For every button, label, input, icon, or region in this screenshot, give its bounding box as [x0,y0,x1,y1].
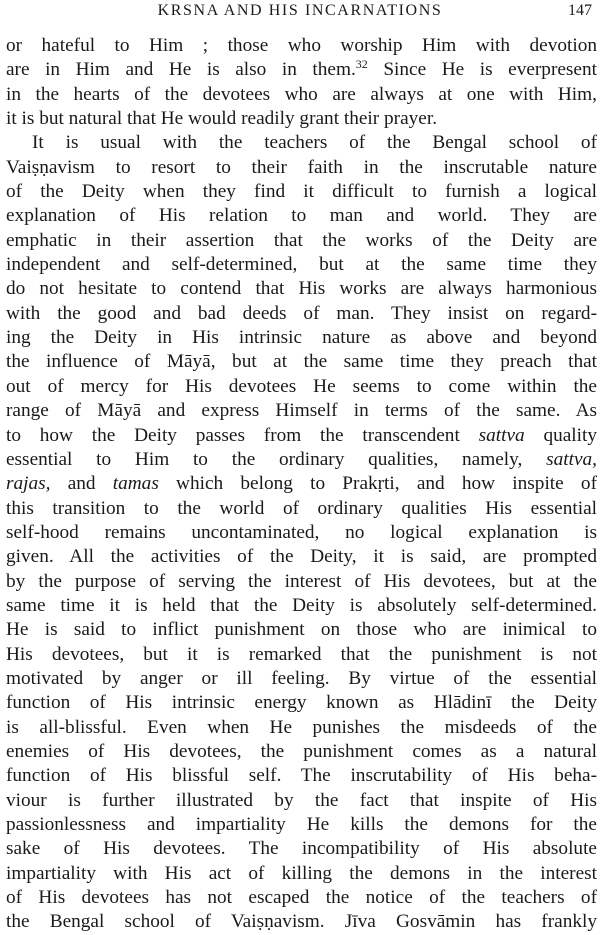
text-line: sake of His devotees. The incompatibility of His absolute [6,838,597,860]
text-line: His devotees, but it is remarked that the punishment is not [6,643,597,665]
italic-term: tamas [112,473,159,495]
text-segment: are in Him and He is also in them. [6,59,356,81]
text-line [6,472,597,496]
text-line: range of Māyā and express Himself in terms of the same. As [6,400,597,422]
text-line: explanation of His relation to man and world. They are [6,205,597,227]
text-line: enemies of His devotees, the punishment comes as a natural [6,740,597,762]
text-segment: essential to Him to the ordinary qualities, namely, [6,448,547,470]
page-number: 147 [568,2,592,19]
text-line: independent and self-determined, but at the same time they [6,254,597,276]
text-line: It is usual with the teachers of the Bengal school of [32,132,597,154]
text-line: motivated by anger or ill feeling. By virtue of the essential [6,667,597,689]
text-line: of His devotees has not escaped the notice of the teachers of [6,887,597,909]
text-line: do not hesitate to contend that His works are always harmonious [6,278,597,300]
body-text [6,34,597,935]
text-segment: which belong to Prakṛti, and how inspite of [158,473,597,495]
text-line: viour is further illustrated by the fact that inspite of His [6,789,597,811]
text-line: function of His intrinsic energy known as Hlādinī the Deity [6,692,597,714]
text-line: the influence of Māyā, but at the same time they preach that [6,351,597,373]
italic-term: sattva, [546,448,597,470]
text-line: ing the Deity in His intrinsic nature as above and beyond [6,327,597,349]
text-line: with the good and bad deeds of man. They insist on regard- [6,302,597,324]
text-line [6,58,597,82]
footnote-ref: 32 [355,58,368,72]
text-line: in the hearts of the devotees who are always at one with Him, [6,83,597,105]
text-line: or hateful to Him ; those who worship Him with devotion [6,35,597,56]
text-line: the Bengal school of Vaiṣṇavism. Jīva Gosvāmin has frankly [6,911,597,933]
text-line: given. All the activities of the Deity, it is said, are prompted [6,546,597,568]
text-segment: to how the Deity passes from the transcendent [6,424,479,446]
text-segment: Since He is everpresent [367,59,597,81]
text-line: out of mercy for His devotees He seems to come within the [6,375,597,397]
italic-term: sattva [478,424,525,446]
running-head [0,0,600,24]
text-line [6,448,597,472]
text-segment: quality [524,424,597,446]
text-line: emphatic in their assertion that the works of the Deity are [6,229,597,251]
text-line: passionlessness and impartiality He kills the demons for the [6,814,597,835]
text-line: of the Deity when they find it difficult to furnish a logical [6,181,597,203]
italic-term: rajas, [6,473,51,495]
text-line: self-hood remains uncontaminated, no logical explanation is [6,521,597,543]
text-line: impartiality with His act of killing the demons in the interest [6,862,597,884]
text-line: it is but natural that He would readily grant their prayer. [6,108,438,130]
text-line: this transition to the world of ordinary qualities His essential [6,497,597,519]
text-line: same time it is held that the Deity is absolutely self-determined. [6,594,597,616]
text-line: by the purpose of serving the interest of His devotees, but at the [6,570,597,592]
text-line: is all-blissful. Even when He punishes the misdeeds of the [6,716,597,738]
text-line [6,424,597,448]
text-line: He is said to inflict punishment on those who are inimical to [6,619,597,641]
running-title: KRSNA AND HIS INCARNATIONS [157,2,443,19]
text-line: function of His blissful self. The inscrutability of His beha- [6,765,597,787]
text-segment: and [50,473,113,495]
text-line: Vaiṣṇavism to resort to their faith in the inscrutable nature [6,156,597,178]
